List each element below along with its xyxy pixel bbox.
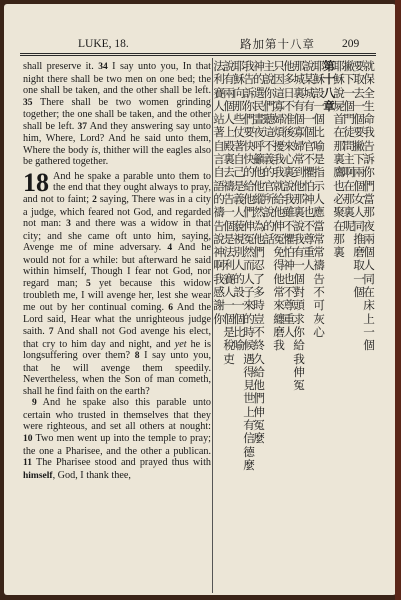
paragraph-luke-18-1: 18 And he spake a parable unto them to the end that they ought always to pray, and not to faint; 2 saying, There was in a city a judge, which feared not God, and regarded not man: 3 and there was a widow in that city; and she came oft unto him, saying, Avenge me of mine adversary. 4 And he would not for a while: but afterward he said within himself, Though I fear not God, nor regard man; 5 yet because this widow troubleth me, I will avenge her, lest she wear me out by her continual coming. 6 And the Lord said, Hear what the unrighteous judge saith. 7 And shall not God avenge his elect, that cry to him day and night, and yet he is longsuffering over them? 8 I say unto you, that he will avenge them speedily. Nevertheless, when the Son of man cometh, shall he find faith on the earth? <box>23 167 212 397</box>
cjk-line: 神的選民晝夜呼籲他他縱然為他們忍了多時豈不終久給他們伸冤麼 <box>253 60 265 446</box>
page-number: 209 <box>342 38 360 50</box>
cjk-line: 要取去一個要撇下兩個女人同推磨取一個 <box>353 60 365 300</box>
bible-page <box>4 4 396 595</box>
paragraph-luke-18-9: 9 And he spake also this parable unto certain who trusted in themselves that they were righteous, and set all others at nought: 10 Two men went up into the temple to pray; the one a Pharisee, and the other a publican. 11 The Pharisee stood and prayed thus with himself, God, I thank thee, <box>23 397 211 481</box>
cjk-line: 耶穌說屍首在那裏鷹也必聚在那裏 <box>333 60 345 260</box>
paragraph-luke-17: shall preserve it. 34 I say unto you, In that night there shall be two men on one bed; the one shall be taken, and the other shall be left. 35 There shall be two women grinding together; the one shall be taken, and the other shall be left. 37 And they answering say unto him, Where, Lord? And he said unto them, Where the body is, thither will the eagles also be gathered together. <box>23 61 211 168</box>
cjk-line: 法利賽人站著自言自語的禱告說神啊我感謝你 <box>213 60 225 326</box>
cjk-line: 就保全生命我告訴你們當那夜兩個人同在床上一個 <box>363 60 375 353</box>
cjk-line: 說有兩個人上殿裏去禱告一個是法利賽人一個是稅吏 <box>223 60 235 366</box>
chapter-number: 18 <box>23 167 49 197</box>
cjk-line: 只因這寡婦煩擾我我就給他伸冤免得他常來纏磨我 <box>273 60 285 353</box>
cjk-line: 耶穌向那些仗著自己是義人藐視別人的設一個比喻 <box>233 60 245 353</box>
header-rule-2 <box>20 55 376 56</box>
cjk-line: 我告訴你們要快快的給他們伸冤然而人子來的時候遇得見世上有信德麼 <box>243 60 255 472</box>
book-edge <box>395 0 401 600</box>
cjk-chapter-heading: 第十八章 <box>323 60 335 113</box>
header-rule <box>20 53 376 54</box>
cjk-line: 撇下一個門徒問主啊在那裏呢 <box>343 60 355 233</box>
english-column <box>23 61 211 482</box>
cjk-line: 那城裏有個寡婦常到他那裏說我有一個對頭求你給我伸冤 <box>293 60 305 393</box>
cjk-line: 耶穌設一個比喻是指示人應當常常禱告不可灰心 <box>313 60 325 339</box>
cjk-line: 說某城有一個官不懼怕神也不尊重人 <box>303 60 315 273</box>
cjk-line: 主說你們聽這不義的官所說的話 <box>263 60 275 246</box>
header-center: 路加第十八章 <box>240 37 315 51</box>
header-left: LUKE, 18. <box>78 38 129 50</box>
cjk-line: 他多日不准後來心裏說我雖不懼怕神也不尊重人 <box>283 60 295 339</box>
chinese-column <box>213 60 376 588</box>
